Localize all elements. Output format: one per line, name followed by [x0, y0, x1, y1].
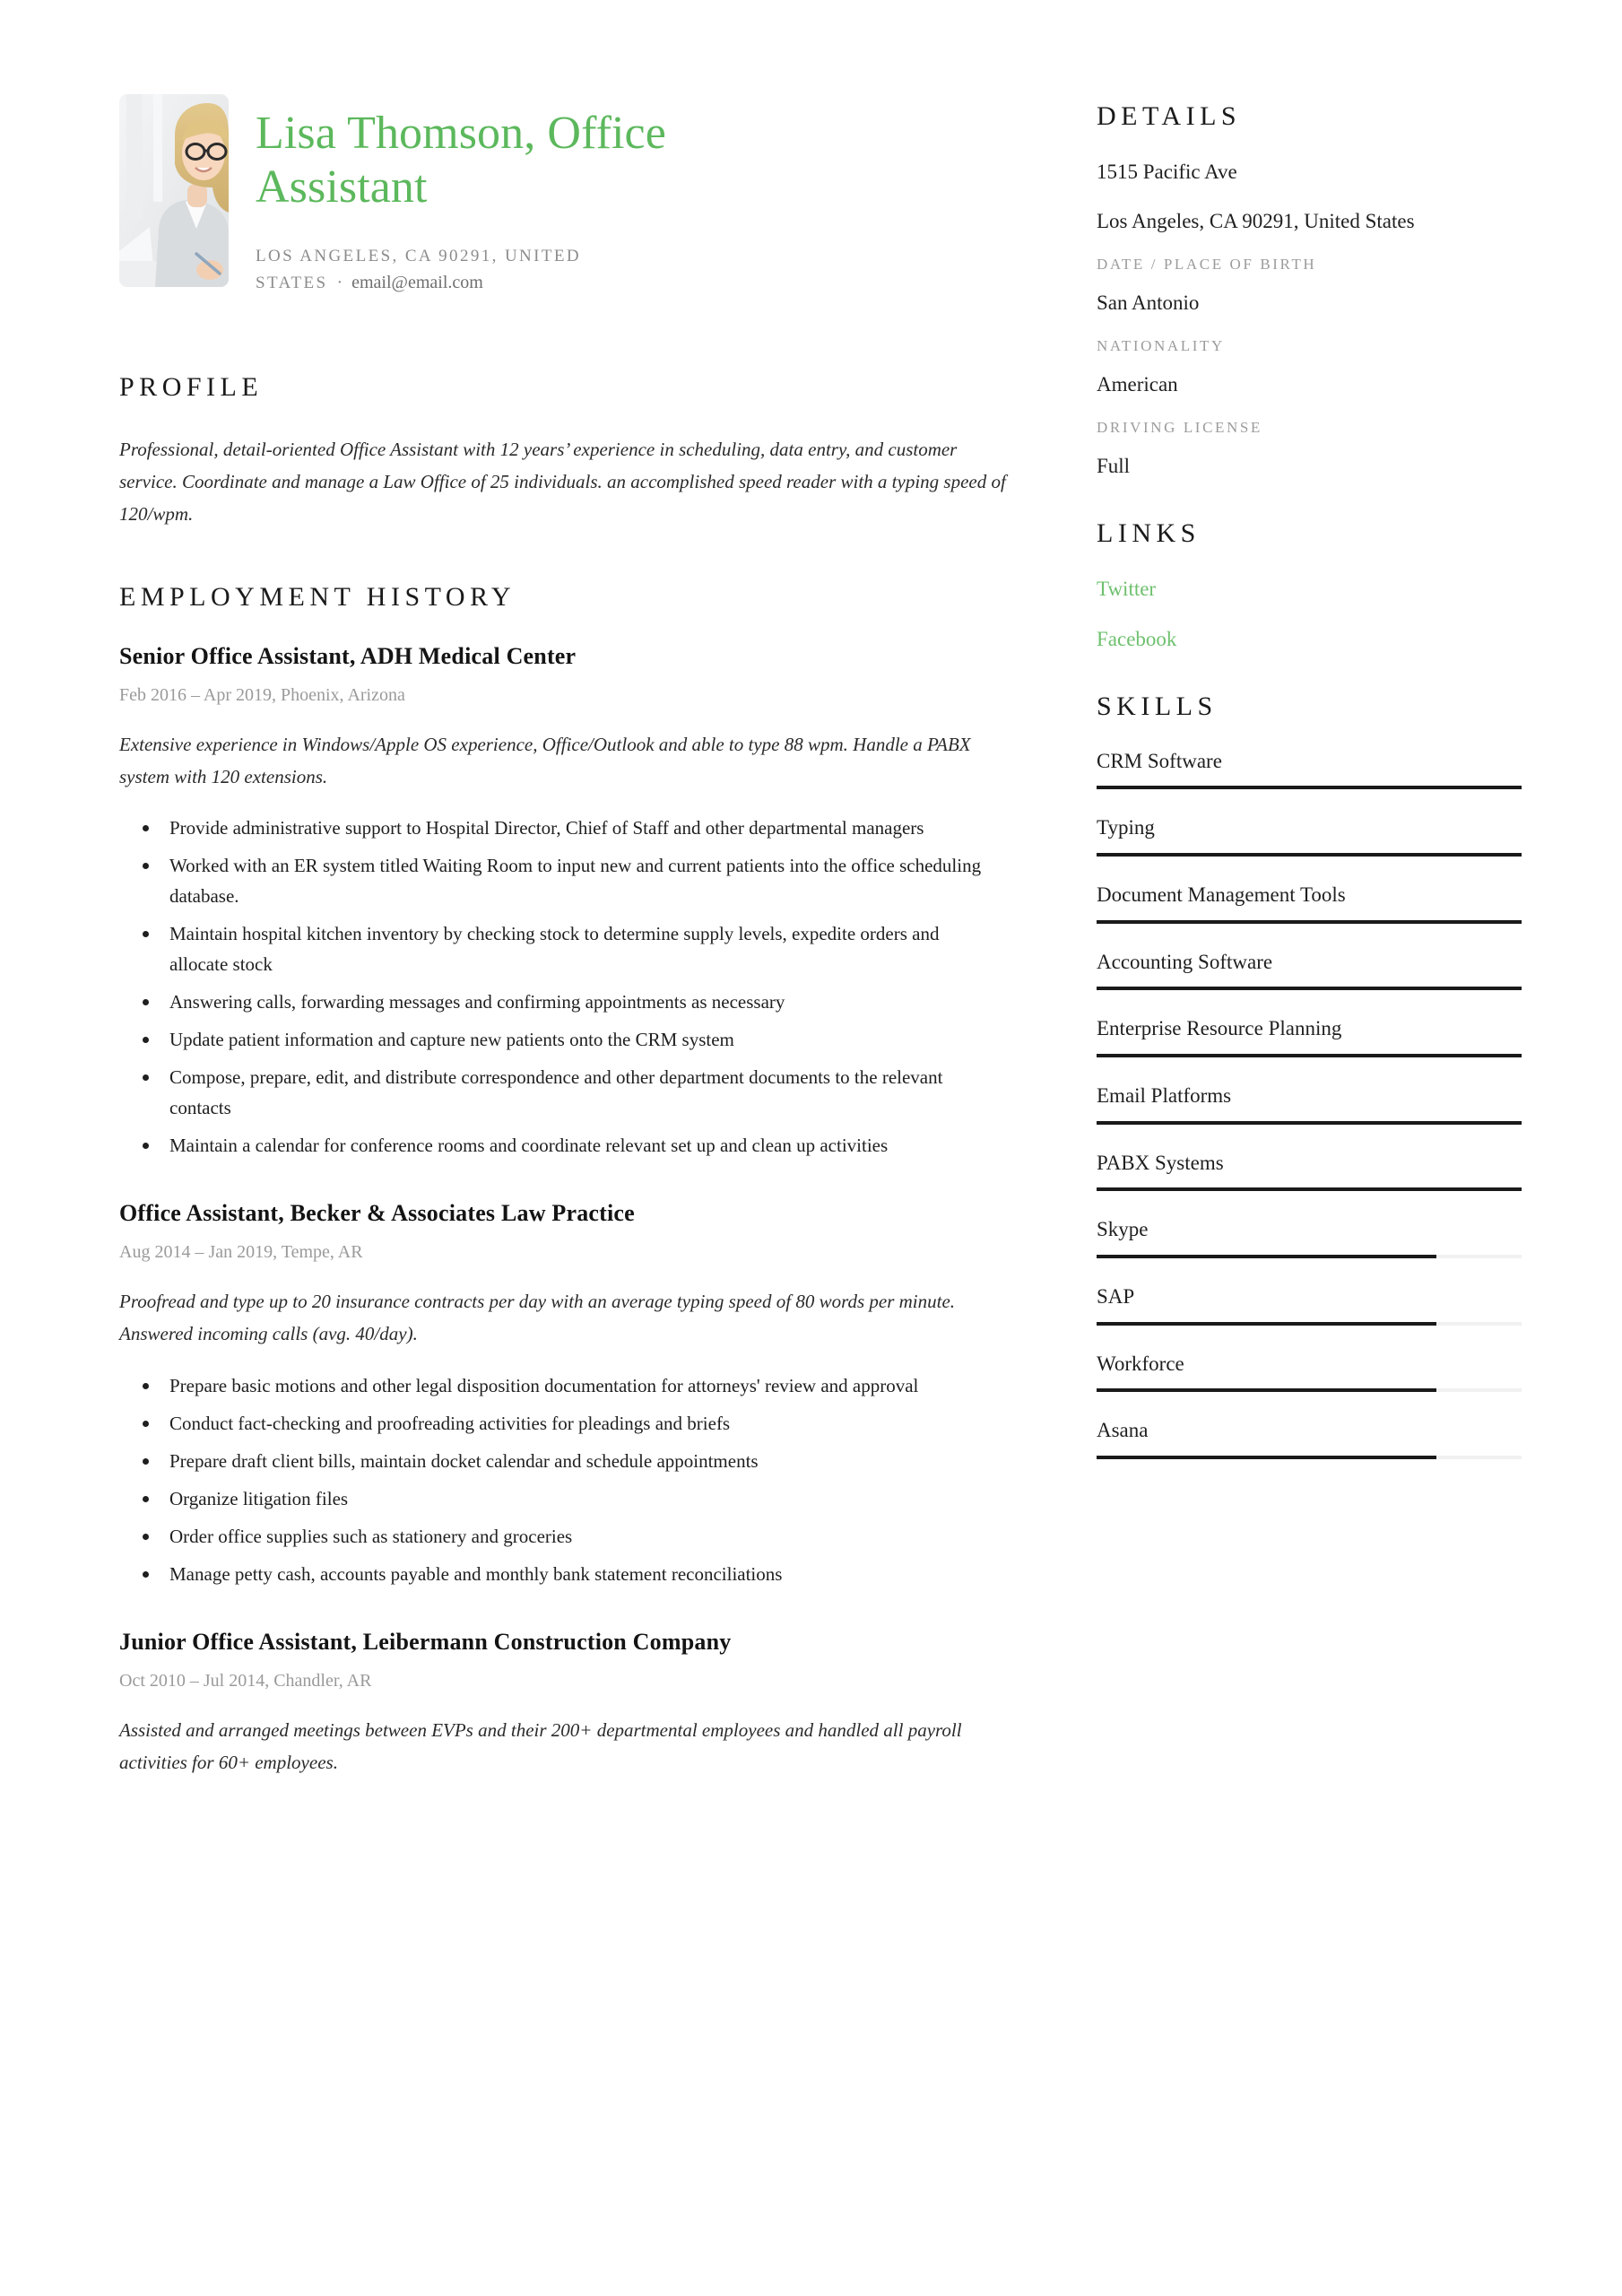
- skill-item: [1097, 881, 1522, 924]
- list-item: Worked with an ER system titled Waiting Room to input new and current patients into the office scheduling database.: [135, 850, 996, 911]
- resume-header: [119, 94, 1025, 297]
- job-meta: Feb 2016 – Apr 2019, Phoenix, Arizona: [119, 684, 405, 705]
- contact-separator: ·: [336, 273, 343, 293]
- skill-level-fill: [1097, 920, 1522, 924]
- contact-location: LOS ANGELES, CA 90291, UNITED STATES: [256, 246, 582, 293]
- skill-level-bar: [1097, 1054, 1522, 1057]
- main-column: [119, 94, 1097, 1831]
- skill-item: [1097, 1014, 1522, 1057]
- links-section: [1097, 518, 1522, 656]
- job-meta: Oct 2010 – Jul 2014, Chandler, AR: [119, 1670, 372, 1691]
- skill-level-bar: [1097, 786, 1522, 789]
- skill-name: PABX Systems: [1097, 1151, 1224, 1174]
- skill-name: CRM Software: [1097, 749, 1222, 772]
- skill-item: [1097, 1350, 1522, 1393]
- skill-name: Accounting Software: [1097, 950, 1273, 973]
- skill-level-bar: [1097, 1255, 1522, 1258]
- driving-license-label: DRIVING LICENSE: [1097, 418, 1262, 436]
- skill-name: Enterprise Resource Planning: [1097, 1017, 1342, 1040]
- list-item: Maintain a calendar for conference rooms and coordinate relevant set up and clean up activities: [135, 1130, 996, 1161]
- profile-text: Professional, detail-oriented Office Assistant with 12 years’ experience in scheduling, data entry, and customer service. Coordinate and manage a Law Office of 25 individuals. an accomplished speed reader with a typing speed of 120/wpm.: [119, 438, 1006, 525]
- links-list: [1097, 574, 1522, 656]
- profile-section: [119, 372, 1025, 530]
- skill-level-bar: [1097, 1187, 1522, 1191]
- address-line-2: Los Angeles, CA 90291, United States: [1097, 209, 1415, 232]
- skill-level-bar: [1097, 1322, 1522, 1326]
- list-item: Organize litigation files: [135, 1483, 996, 1514]
- job-entry: [119, 643, 1025, 1161]
- nationality-value: American: [1097, 372, 1178, 396]
- job-title: Senior Office Assistant, ADH Medical Center: [119, 642, 577, 669]
- list-item: Update patient information and capture new patients onto the CRM system: [135, 1024, 996, 1055]
- skill-name: Document Management Tools: [1097, 883, 1346, 907]
- list-item: Provide administrative support to Hospital Director, Chief of Staff and other departmental managers: [135, 813, 996, 843]
- skill-name: Skype: [1097, 1218, 1149, 1241]
- skill-level-fill: [1097, 853, 1522, 857]
- skill-level-bar: [1097, 1456, 1522, 1459]
- skill-level-fill: [1097, 1187, 1522, 1191]
- details-section: [1097, 101, 1522, 483]
- list-item: Order office supplies such as stationery and groceries: [135, 1521, 996, 1552]
- dob-label: DATE / PLACE OF BIRTH: [1097, 255, 1317, 273]
- skill-name: Email Platforms: [1097, 1084, 1232, 1108]
- skill-level-fill: [1097, 1121, 1522, 1125]
- header-text-block: [256, 94, 1025, 297]
- skill-level-bar: [1097, 1388, 1522, 1392]
- page-title: Lisa Thomson, Office Assistant: [256, 108, 666, 213]
- link-twitter[interactable]: Twitter: [1097, 577, 1157, 600]
- job-description: Proofread and type up to 20 insurance contracts per day with an average typing speed of 80 words per minute. Answered incoming calls (avg. 40/day).: [119, 1291, 956, 1345]
- job-description: Extensive experience in Windows/Apple OS experience, Office/Outlook and able to type 88 wpm. Handle a PABX system with 120 extensions.: [119, 733, 971, 787]
- employment-heading: EMPLOYMENT HISTORY: [119, 581, 516, 612]
- jobs-list: [119, 643, 1025, 1779]
- skill-item: [1097, 1149, 1522, 1192]
- job-entry: [119, 1200, 1025, 1588]
- skill-level-fill: [1097, 786, 1522, 789]
- skill-name: SAP: [1097, 1285, 1135, 1309]
- list-item: Answering calls, forwarding messages and confirming appointments as necessary: [135, 987, 996, 1017]
- skill-level-bar: [1097, 1121, 1522, 1125]
- skills-heading: SKILLS: [1097, 691, 1218, 721]
- list-item: Prepare draft client bills, maintain docket calendar and schedule appointments: [135, 1446, 996, 1476]
- sidebar-column: [1097, 94, 1522, 1495]
- skill-item: [1097, 1215, 1522, 1258]
- skill-name: Workforce: [1097, 1352, 1184, 1375]
- job-description: Assisted and arranged meetings between EVPs and their 200+ departmental employees and handled all payroll activities for 60+ employees.: [119, 1718, 962, 1773]
- skill-level-fill: [1097, 1255, 1436, 1258]
- profile-heading: PROFILE: [119, 371, 264, 402]
- job-bullet-list: [135, 1370, 1025, 1589]
- skill-level-bar: [1097, 920, 1522, 924]
- contact-email[interactable]: email@email.com: [351, 273, 483, 293]
- skill-level-fill: [1097, 987, 1522, 990]
- job-entry: [119, 1629, 1025, 1779]
- employment-section: [119, 582, 1025, 1779]
- address-line-1: 1515 Pacific Ave: [1097, 161, 1237, 183]
- list-item: Compose, prepare, edit, and distribute correspondence and other department documents to the relevant contacts: [135, 1062, 996, 1123]
- skill-item: [1097, 747, 1522, 790]
- list-item: Prepare basic motions and other legal disposition documentation for attorneys' review and approval: [135, 1370, 996, 1401]
- skill-level-fill: [1097, 1322, 1436, 1326]
- skill-item: [1097, 1283, 1522, 1326]
- skill-level-fill: [1097, 1388, 1436, 1392]
- skill-level-bar: [1097, 987, 1522, 990]
- skill-item: [1097, 1416, 1522, 1459]
- driving-license-value: Full: [1097, 454, 1131, 477]
- dob-value: San Antonio: [1097, 291, 1200, 314]
- skill-level-fill: [1097, 1456, 1436, 1459]
- skills-list: [1097, 747, 1522, 1459]
- skill-item: [1097, 1082, 1522, 1125]
- list-item: Conduct fact-checking and proofreading activities for pleadings and briefs: [135, 1408, 996, 1439]
- job-meta: Aug 2014 – Jan 2019, Tempe, AR: [119, 1242, 363, 1263]
- skill-item: [1097, 948, 1522, 991]
- job-title: Junior Office Assistant, Leibermann Construction Company: [119, 1628, 732, 1655]
- links-heading: LINKS: [1097, 517, 1201, 548]
- skill-level-bar: [1097, 853, 1522, 857]
- nationality-label: NATIONALITY: [1097, 336, 1225, 354]
- skill-level-fill: [1097, 1054, 1522, 1057]
- details-heading: DETAILS: [1097, 101, 1242, 131]
- job-bullet-list: [135, 813, 1025, 1161]
- list-item: Manage petty cash, accounts payable and monthly bank statement reconciliations: [135, 1559, 996, 1589]
- skill-item: [1097, 813, 1522, 857]
- skill-name: Typing: [1097, 816, 1155, 839]
- list-item: Maintain hospital kitchen inventory by checking stock to determine supply levels, expedite orders and allocate stock: [135, 918, 996, 979]
- job-title: Office Assistant, Becker & Associates Law Practice: [119, 1200, 635, 1227]
- skills-section: [1097, 691, 1522, 1459]
- avatar: [119, 94, 229, 287]
- contact-line: [256, 242, 677, 297]
- skill-name: Asana: [1097, 1419, 1149, 1442]
- link-facebook[interactable]: Facebook: [1097, 628, 1177, 651]
